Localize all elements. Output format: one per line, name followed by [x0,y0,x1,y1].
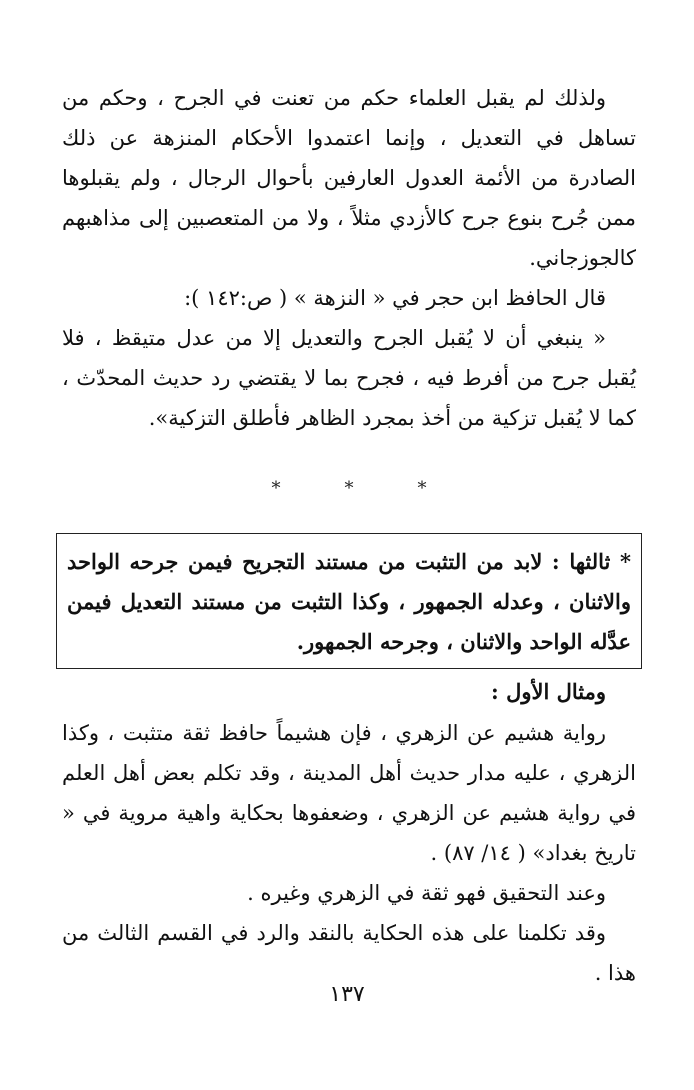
separator-star: * [417,478,427,499]
paragraph-verification: وعند التحقيق فهو ثقة في الزهري وغيره . [247,881,606,905]
paragraph-scholars-judgment: ولذلك لم يقبل العلماء حكم من تعنت في الجرح ، وحكم من تساهل في التعديل ، وإنما اعتمدوا الأحكام المنزهة عن ذلك الصادرة من الأئمة العدول العارفين بأحوال الرجال ، ولم يقبلوها ممن جُرح بنوع جرح كالأزدي مثلاً ، ولا من المتعصبين إلى مذاهبهم كالجوزجاني. [62,86,636,270]
paragraph-discussion-reference: وقد تكلمنا على هذه الحكاية بالنقد والرد في القسم الثالث من هذا . [62,921,636,985]
boxed-rule [56,533,642,669]
paragraph-nuzha-quote: « ينبغي أن لا يُقبل الجرح والتعديل إلا من عدل متيقظ ، فلا يُقبل جرح من أفرط فيه ، فجرح بما لا يقتضي رد حديث المحدّث ، كما لا يُقبل تزكية من أخذ بمجرد الظاهر فأطلق التزكية». [62,326,636,430]
page-number: ١٣٧ [329,982,365,1007]
page-body [62,78,636,993]
boxed-rule-text: * ثالثها : لابد من التثبت من مستند التجريح فيمن جرحه الواحد والاثنان ، وعدله الجمهور ، وكذا التثبت من مستند التعديل فيمن عدَّله الواحد والاثنان ، وجرحه الجمهور. [67,549,631,654]
example-heading: ومثال الأول : [491,679,606,704]
paragraph-ibn-hajar-citation: قال الحافظ ابن حجر في « النزهة » ( ص:١٤٢ ): [184,286,606,310]
paragraph-hushaym-example: رواية هشيم عن الزهري ، فإن هشيماً حافظ ثقة متثبت ، وكذا الزهري ، عليه مدار حديث أهل المدينة ، وقد تكلم بعض أهل العلم في رواية هشيم عن الزهري ، وضعفوها بحكاية واهية مروية في « تاريخ بغداد» ( ١٤/ ٨٧) . [62,721,636,865]
separator-star: * [271,478,281,499]
section-separator [62,478,636,499]
separator-star: * [344,478,354,499]
